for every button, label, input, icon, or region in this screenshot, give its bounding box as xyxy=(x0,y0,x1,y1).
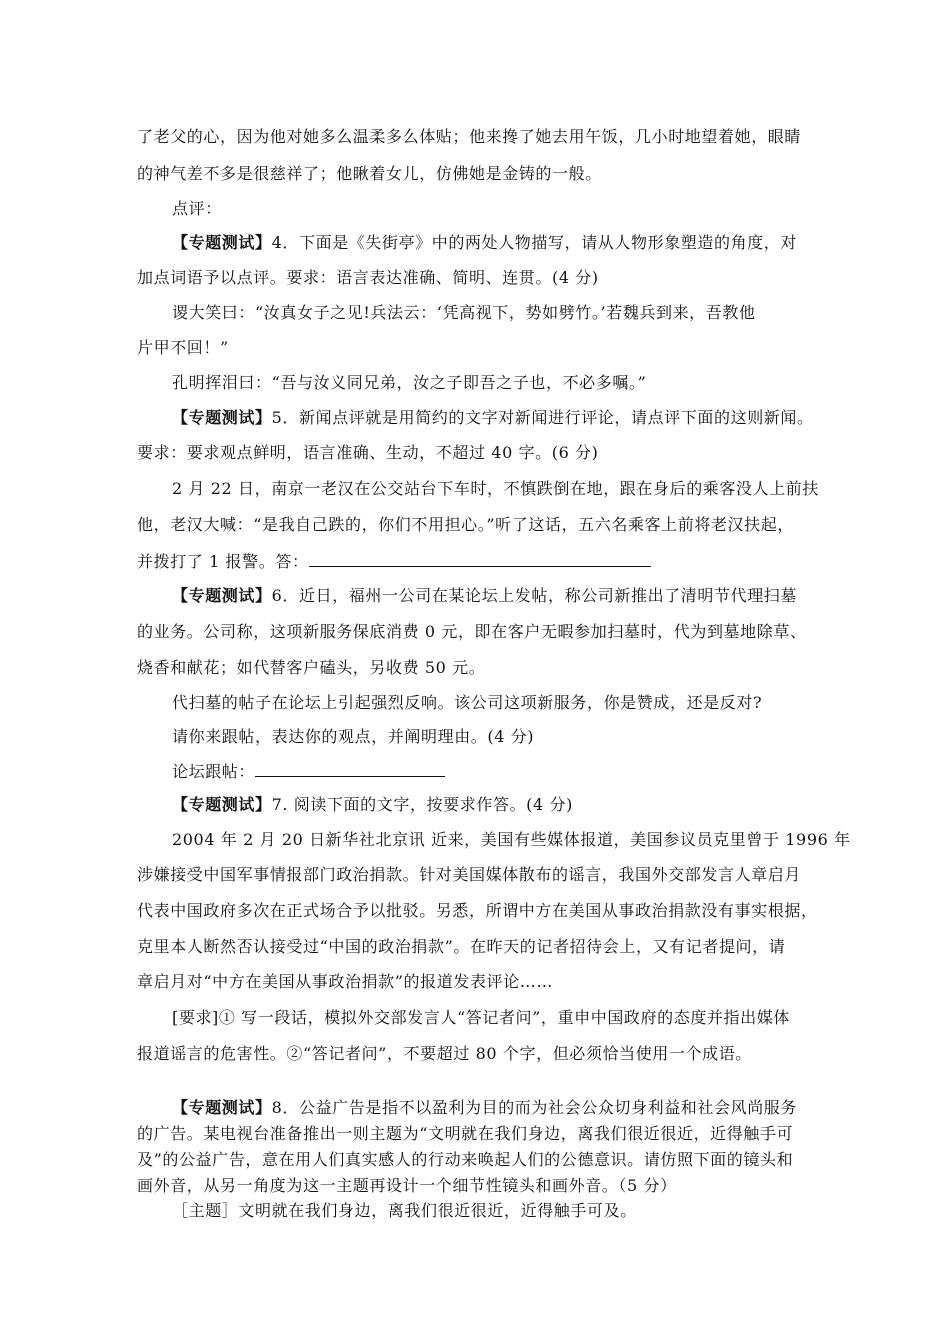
answer-blank[interactable] xyxy=(309,550,651,567)
question-6-heading xyxy=(172,585,797,607)
quote-line: 片甲不回！” xyxy=(137,338,229,357)
question-5-text: 要求：要求观点鲜明，语言准确、生动，不超过 40 字。(6 分) xyxy=(137,443,599,462)
answer-line xyxy=(172,760,445,783)
passage-line: 克里本人断然否认接受过“中国的政治捐款”。在昨天的记者招待会上，又有记者提问，请 xyxy=(137,937,786,956)
question-6-text: 的业务。公司称，这项新服务保底消费 0 元，即在客户无暇参加扫墓时，代为到墓地除草、 xyxy=(137,622,807,641)
answer-blank[interactable] xyxy=(255,760,445,777)
answer-label: 并拨打了 1 报警。答： xyxy=(137,552,309,571)
requirement-line: 报道谣言的危害性。②“答记者问”，不要超过 80 个字，但必须恰当使用一个成语。 xyxy=(137,1044,752,1063)
question-text: 8．公益广告是指不以盈利为目的而为社会公众切身利益和社会风尚服务 xyxy=(271,1098,797,1117)
answer-line xyxy=(137,550,651,573)
section-tag: 【专题测试】 xyxy=(172,408,272,427)
quote-line: 孔明挥泪曰：“吾与汝义同兄弟，汝之子即吾之子也，不必多嘱。” xyxy=(172,373,647,392)
text-line: 的神气差不多是很慈祥了；他瞅着女儿，仿佛她是金铸的一般。 xyxy=(137,164,602,183)
passage-line: 代表中国政府多次在正式场合予以批驳。另悉，所谓中方在美国从事政治捐款没有事实根据， xyxy=(137,901,818,920)
section-tag: 【专题测试】 xyxy=(172,586,272,605)
question-8-text: 画外音，从另一角度为这一主题再设计一个细节性镜头和画外音。（5 分） xyxy=(137,1176,677,1195)
text-line: 了老父的心，因为他对她多么温柔多么体贴；他来搀了她去用午饭，几小时地望着她，眼睛 xyxy=(137,127,802,146)
comment-label: 点评： xyxy=(172,199,222,218)
question-6-text: 烧香和献花；如代替客户磕头，另收费 50 元。 xyxy=(137,658,486,677)
section-tag: 【专题测试】 xyxy=(172,795,272,814)
question-text: 5．新闻点评就是用简约的文字对新闻进行评论，请点评下面的这则新闻。 xyxy=(271,408,814,427)
question-text: 6．近日，福州一公司在某论坛上发帖，称公司新推出了清明节代理扫墓 xyxy=(271,586,797,605)
question-6-text: 代扫墓的帖子在论坛上引起强烈反响。该公司这项新服务，你是赞成，还是反对? xyxy=(172,693,763,712)
answer-label: 论坛跟帖： xyxy=(172,762,256,781)
quote-line: 谡大笑曰：“汝真女子之见!兵法云：‘凭高视下，势如劈竹。’若魏兵到来，吾教他 xyxy=(172,303,756,322)
passage-line: 章启月对“中方在美国从事政治捐款”的报道发表评论…… xyxy=(137,972,553,991)
question-8-text: 的广告。某电视台准备推出一则主题为“文明就在我们身边，离我们很近很近，近得触手可 xyxy=(137,1124,794,1143)
question-6-text: 请你来跟帖，表达你的观点，并阐明理由。(4 分) xyxy=(172,727,535,746)
question-4-heading xyxy=(172,232,797,254)
section-tag: 【专题测试】 xyxy=(172,233,272,252)
passage-line: 涉嫌接受中国军事情报部门政治捐款。针对美国媒体散布的谣言，我国外交部发言人章启月 xyxy=(137,865,802,884)
question-4-text: 加点词语予以点评。要求：语言表达准确、简明、连贯。(4 分) xyxy=(137,268,599,287)
question-text: 7. 阅读下面的文字，按要求作答。(4 分) xyxy=(271,795,573,814)
passage-line: 2004 年 2 月 20 日新华社北京讯 近来，美国有些媒体报道，美国参议员克里曾于 1996 年 xyxy=(172,830,851,849)
question-text: 4．下面是《失街亭》中的两处人物描写，请从人物形象塑造的角度，对 xyxy=(271,233,797,252)
question-5-heading xyxy=(172,407,814,429)
news-line: 2 月 22 日，南京一老汉在公交站台下车时，不慎跌倒在地，跟在身后的乘客没人上前扶 xyxy=(172,479,819,498)
theme-line: ［主题］文明就在我们身边，离我们很近很近，近得触手可及。 xyxy=(172,1201,637,1220)
question-8-text: 及”的公益广告，意在用人们真实感人的行动来唤起人们的公德意识。请仿照下面的镜头和 xyxy=(137,1150,794,1169)
question-8-heading xyxy=(172,1097,797,1119)
news-line: 他，老汉大喊：“是我自己跌的，你们不用担心。”听了这话，五六名乘客上前将老汉扶起， xyxy=(137,515,794,534)
requirement-line: [要求]① 写一段话，模拟外交部发言人“答记者问”，重申中国政府的态度并指出媒体 xyxy=(172,1008,790,1027)
question-7-heading xyxy=(172,794,573,816)
section-tag: 【专题测试】 xyxy=(172,1098,272,1117)
